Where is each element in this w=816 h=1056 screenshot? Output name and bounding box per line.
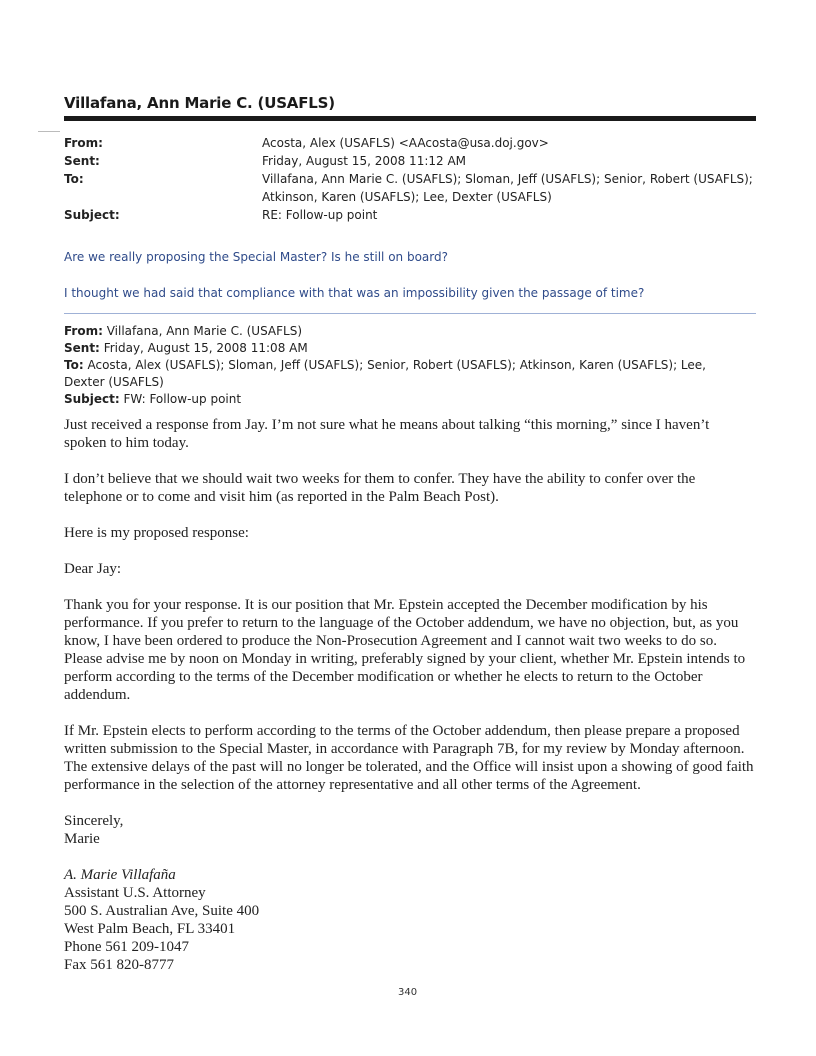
body-paragraph-5: Thank you for your response. It is our position that Mr. Epstein accepted the December modification by his performance. If you prefer to return to the language of the October addendum, we have no objection, but, as you know, I have been ordered to produce the Non-Prosecution Agreement and I cannot wait two weeks to do so. Please advise me by noon on Monday in writing, preferably signed by your client, whether Mr. Epstein intends to perform according to the terms of the December modification or whether he elects to return to the October addendum. bbox=[64, 597, 746, 703]
signature-title: Assistant U.S. Attorney bbox=[64, 885, 206, 901]
header-from-row bbox=[64, 134, 764, 152]
fwd-to-value: Acosta, Alex (USAFLS); Sloman, Jeff (USAFLS); Senior, Robert (USAFLS); Atkinson, Karen (USAFLS); Lee, Dexter (USAFLS) bbox=[64, 358, 706, 389]
header-to-row bbox=[64, 170, 764, 206]
signature-address-1: 500 S. Australian Ave, Suite 400 bbox=[64, 903, 260, 919]
fwd-from-row bbox=[64, 323, 744, 340]
signature-name: A. Marie Villafaña bbox=[64, 867, 176, 883]
subject-label: Subject: bbox=[64, 208, 120, 222]
signature-fax: Fax 561 820-8777 bbox=[64, 957, 174, 973]
body-paragraph-2: I don’t believe that we should wait two weeks for them to confer. They have the ability to confer over the telephone or to come and visit him (as reported in the Palm Beach Post). bbox=[64, 471, 696, 505]
header-rule bbox=[64, 116, 756, 121]
from-label: From: bbox=[64, 136, 103, 150]
to-value-line2: Atkinson, Karen (USAFLS); Lee, Dexter (USAFLS) bbox=[262, 190, 552, 204]
fwd-to-label: To: bbox=[64, 358, 84, 372]
sent-value: Friday, August 15, 2008 11:12 AM bbox=[262, 154, 467, 168]
fwd-sent-row bbox=[64, 340, 744, 357]
fwd-to-row bbox=[64, 357, 744, 391]
header-subject-row bbox=[64, 206, 764, 224]
body-paragraph-6: If Mr. Epstein elects to perform according to the terms of the October addendum, then please prepare a proposed written submission to the Special Master, in accordance with Paragraph 7B, for my review by Monday afternoon. The extensive delays of the past will no longer be tolerated, and the Office will insist upon a showing of good faith performance in the selection of the attorney representative and all other terms of the Agreement. bbox=[64, 723, 754, 793]
body-paragraph-3: Here is my proposed response: bbox=[64, 525, 249, 541]
signature-address-2: West Palm Beach, FL 33401 bbox=[64, 921, 236, 937]
from-value: Acosta, Alex (USAFLS) <AAcosta@usa.doj.gov> bbox=[262, 136, 549, 150]
subject-value: RE: Follow-up point bbox=[262, 208, 378, 222]
fwd-subject-value: FW: Follow-up point bbox=[123, 392, 242, 406]
closing-line-2: Marie bbox=[64, 831, 100, 847]
scan-artifact bbox=[38, 131, 60, 132]
to-value-line1: Villafana, Ann Marie C. (USAFLS); Sloman, Jeff (USAFLS); Senior, Robert (USAFLS); bbox=[262, 172, 753, 186]
body-paragraph-1: Just received a response from Jay. I’m not sure what he means about talking “this morning,” since I haven’t spoken to him today. bbox=[64, 417, 710, 451]
body-paragraph-4: Dear Jay: bbox=[64, 561, 122, 577]
fwd-from-label: From: bbox=[64, 324, 103, 338]
fwd-from-value: Villafana, Ann Marie C. (USAFLS) bbox=[106, 324, 303, 338]
reply-line-2: I thought we had said that compliance with that was an impossibility given the passage of time? bbox=[64, 286, 645, 300]
mailbox-owner-name: Villafana, Ann Marie C. (USAFLS) bbox=[64, 94, 335, 112]
reply-separator bbox=[64, 313, 756, 314]
to-value bbox=[262, 170, 764, 206]
to-label: To: bbox=[64, 172, 84, 186]
forwarded-header bbox=[64, 323, 744, 408]
closing bbox=[64, 812, 754, 848]
closing-line-1: Sincerely, bbox=[64, 813, 124, 829]
fwd-subject-row bbox=[64, 391, 744, 408]
signature-phone: Phone 561 209-1047 bbox=[64, 939, 189, 955]
email-body bbox=[64, 416, 754, 974]
email-header bbox=[64, 134, 764, 224]
fwd-sent-value: Friday, August 15, 2008 11:08 AM bbox=[103, 341, 308, 355]
reply-line-1: Are we really proposing the Special Master? Is he still on board? bbox=[64, 250, 448, 264]
sent-label: Sent: bbox=[64, 154, 100, 168]
fwd-sent-label: Sent: bbox=[64, 341, 100, 355]
fwd-subject-label: Subject: bbox=[64, 392, 120, 406]
signature-block bbox=[64, 866, 754, 974]
page-number: 340 bbox=[398, 987, 418, 998]
header-sent-row bbox=[64, 152, 764, 170]
